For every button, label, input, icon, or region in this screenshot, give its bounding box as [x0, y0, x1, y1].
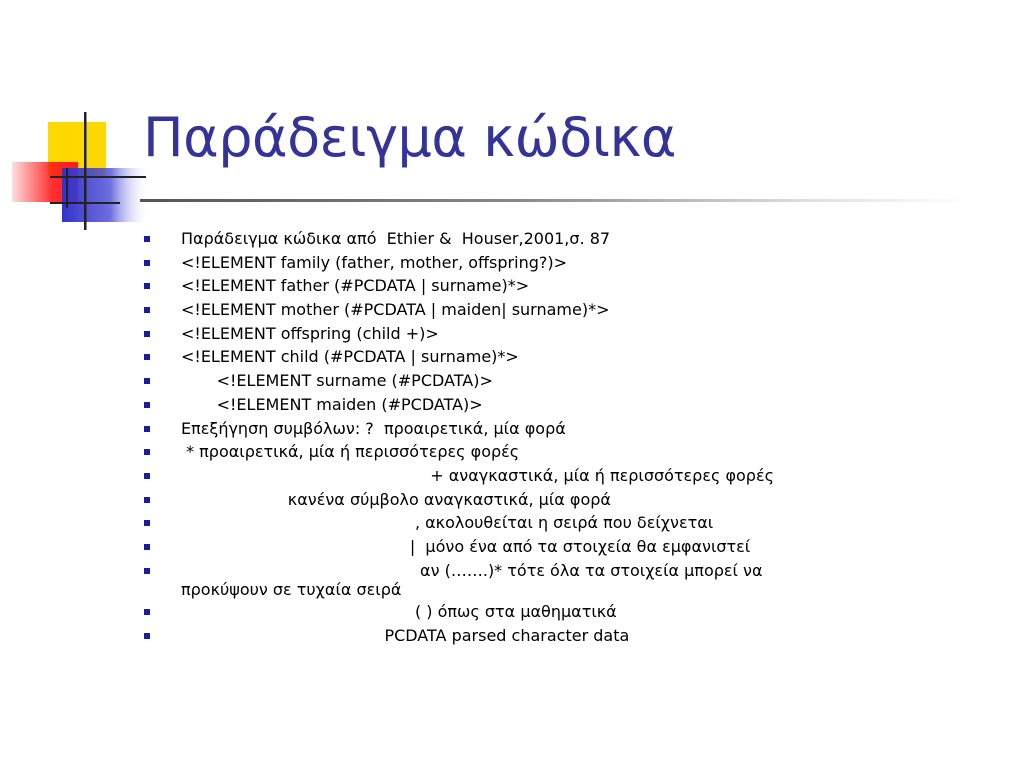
- slide-logo-decoration: [0, 0, 150, 240]
- bullet-marker: [144, 378, 150, 384]
- bullet-item: <!ELEMENT child (#PCDATA | surname)*>: [0, 347, 1024, 367]
- bullet-marker: [144, 426, 150, 432]
- bullet-marker: [144, 544, 150, 550]
- bullet-item: Παράδειγμα κώδικα από Ethier & Houser,2001,σ. 87: [0, 229, 1024, 249]
- bullet-marker: [144, 260, 150, 266]
- bullet-marker: [144, 449, 150, 455]
- bullet-marker: [144, 307, 150, 313]
- bullet-marker: [144, 609, 150, 615]
- bullet-marker: [144, 473, 150, 479]
- bullet-item: <!ELEMENT father (#PCDATA | surname)*>: [0, 276, 1024, 296]
- bullet-item: | μόνο ένα από τα στοιχεία θα εμφανιστεί: [0, 537, 1024, 557]
- bullet-item: <!ELEMENT family (father, mother, offspring?)>: [0, 253, 1024, 273]
- bullet-marker: [144, 283, 150, 289]
- bullet-marker: [144, 633, 150, 639]
- bullet-marker: [144, 354, 150, 360]
- bullet-item: ( ) όπως στα μαθηματικά: [0, 602, 1024, 622]
- bullet-item: , ακολουθείται η σειρά που δείχνεται: [0, 513, 1024, 533]
- bullet-marker: [144, 402, 150, 408]
- bullet-item: Επεξήγηση συμβόλων: ? προαιρετικά, μία φορά: [0, 419, 1024, 439]
- slide-title: Παράδειγμα κώδικα: [143, 106, 676, 169]
- bullet-item: <!ELEMENT offspring (child +)>: [0, 324, 1024, 344]
- bullet-marker: [144, 331, 150, 337]
- bullet-continuation: προκύψουν σε τυχαία σειρά: [181, 579, 402, 599]
- bullet-item: <!ELEMENT mother (#PCDATA | maiden| surname)*>: [0, 300, 1024, 320]
- bullet-marker: [144, 520, 150, 526]
- bullet-item: + αναγκαστικά, μία ή περισσότερες φορές: [0, 466, 1024, 486]
- bullet-marker: [144, 497, 150, 503]
- bullet-marker: [144, 236, 150, 242]
- bullet-item: κανένα σύμβολο αναγκαστικά, μία φορά: [0, 490, 1024, 510]
- bullet-item: * προαιρετικά, μία ή περισσότερες φορές: [0, 442, 1024, 462]
- bullet-item: <!ELEMENT surname (#PCDATA)>: [0, 371, 1024, 391]
- title-underline: [140, 199, 970, 202]
- bullet-marker: [144, 568, 150, 574]
- bullet-item: PCDATA parsed character data: [0, 626, 1024, 646]
- bullet-item: αν (…….)* τότε όλα τα στοιχεία μπορεί να προκύψουν σε τυχαία σειρά: [0, 561, 1024, 599]
- bullet-list: [0, 229, 1024, 650]
- bullet-item: <!ELEMENT maiden (#PCDATA)>: [0, 395, 1024, 415]
